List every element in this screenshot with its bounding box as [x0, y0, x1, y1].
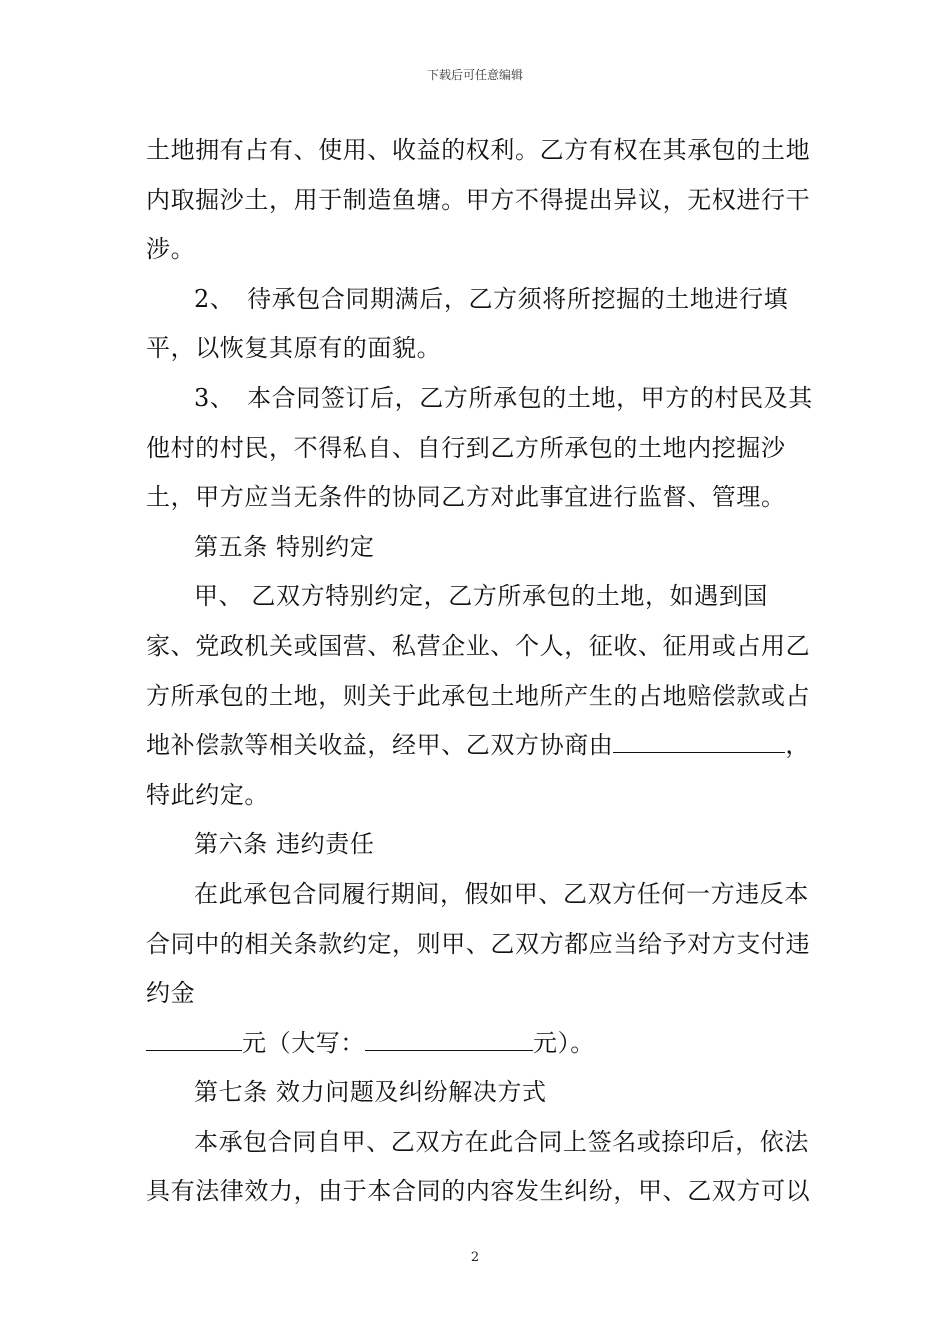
- article-7-title: 第七条 效力问题及纠纷解决方式: [194, 1078, 547, 1107]
- paragraph-item-2: 2、 待承包合同期满后，乙方须将所挖掘的土地进行填平，以恢复其原有的面貌。: [146, 284, 789, 363]
- paragraph-item-3: 3、 本合同签订后，乙方所承包的土地，甲方的村民及其他村的村民，不得私自、自行到乙方所承包的土地内挖掘沙土，甲方应当无条件的协同乙方对此事宜进行监督、管理。: [146, 383, 813, 512]
- blank-negotiated-party[interactable]: [613, 731, 785, 754]
- paragraph-land-rights: 土地拥有占有、使用、收益的权利。乙方有权在其承包的土地内取掘沙土，用于制造鱼塘。甲方不得提出异议，无权进行干涉。: [146, 136, 811, 264]
- page-header-note: 下载后可任意编辑: [426, 68, 523, 82]
- penalty-unit-label: 元（大写：: [242, 1028, 365, 1057]
- special-agreement-ending: ，特此约定。: [146, 731, 811, 809]
- article-6-title: 第六条 违约责任: [194, 830, 375, 859]
- paragraph-validity: 本承包合同自甲、乙双方在此合同上签名或捺印后，依法具有法律效力，由于本合同的内容发生纠纷，甲、乙双方可以: [146, 1127, 811, 1206]
- paragraph-breach-liability: 在此承包合同履行期间，假如甲、乙双方任何一方违反本合同中的相关条款约定，则甲、乙双方都应当给予对方支付违约金: [146, 879, 811, 1008]
- special-agreement-text: 甲、 乙双方特别约定，乙方所承包的土地，如遇到国家、党政机关或国营、私营企业、个人，征收、征用或占用乙方所承包的土地，则关于此承包土地所产生的占地赔偿款或占地补偿款等相关收益，经甲、乙双方协商由: [146, 582, 811, 760]
- document-body: [146, 126, 814, 1217]
- paragraph-penalty-amount: [146, 1019, 814, 1069]
- penalty-unit-end: 元）。: [533, 1028, 595, 1057]
- page-number: 2: [470, 1250, 480, 1265]
- article-5-title: 第五条 特别约定: [194, 532, 375, 561]
- blank-penalty-amount[interactable]: [146, 1028, 242, 1051]
- blank-penalty-amount-uppercase[interactable]: [365, 1028, 533, 1051]
- paragraph-special-agreement: [146, 572, 814, 820]
